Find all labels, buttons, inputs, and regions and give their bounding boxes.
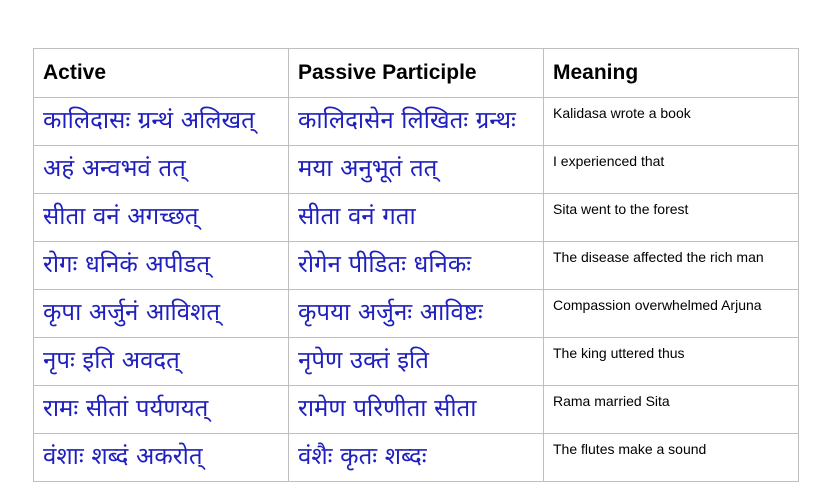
meaning-cell bbox=[544, 194, 799, 242]
table-row bbox=[34, 290, 799, 338]
passive-cell bbox=[289, 146, 544, 194]
active-text: कृपा अर्जुनं आविशत् bbox=[43, 298, 221, 326]
meaning-cell bbox=[544, 386, 799, 434]
meaning-text: The flutes make a sound bbox=[553, 441, 707, 457]
table-row bbox=[34, 386, 799, 434]
meaning-text: Sita went to the forest bbox=[553, 201, 689, 217]
active-cell bbox=[34, 194, 289, 242]
meaning-text: The king uttered thus bbox=[553, 345, 685, 361]
passive-text: वंशैः कृतः शब्दः bbox=[298, 442, 427, 470]
meaning-cell bbox=[544, 434, 799, 482]
passive-cell bbox=[289, 242, 544, 290]
meaning-cell bbox=[544, 338, 799, 386]
table-row bbox=[34, 98, 799, 146]
active-text: रामः सीतां पर्यणयत् bbox=[43, 394, 209, 422]
active-cell bbox=[34, 98, 289, 146]
table-row bbox=[34, 194, 799, 242]
meaning-text: The disease affected the rich man bbox=[553, 249, 764, 265]
meaning-text: Kalidasa wrote a book bbox=[553, 105, 691, 121]
passive-cell bbox=[289, 386, 544, 434]
passive-text: रोगेन पीडितः धनिकः bbox=[298, 250, 472, 278]
passive-text: कालिदासेन लिखितः ग्रन्थः bbox=[298, 106, 516, 134]
table-row bbox=[34, 146, 799, 194]
passive-text: सीता वनं गता bbox=[298, 202, 416, 230]
meaning-text: I experienced that bbox=[553, 153, 665, 169]
header-meaning: Meaning bbox=[544, 49, 799, 98]
active-text: वंशाः शब्दं अकरोत् bbox=[43, 442, 203, 470]
header-active: Active bbox=[34, 49, 289, 98]
active-text: अहं अन्वभवं तत् bbox=[43, 154, 186, 182]
passive-cell bbox=[289, 290, 544, 338]
active-text: रोगः धनिकं अपीडत् bbox=[43, 250, 211, 278]
table-row bbox=[34, 434, 799, 482]
active-cell bbox=[34, 338, 289, 386]
header-row bbox=[34, 49, 799, 98]
translation-table bbox=[33, 48, 799, 482]
passive-text: कृपया अर्जुनः आविष्टः bbox=[298, 298, 483, 326]
active-cell bbox=[34, 242, 289, 290]
passive-cell bbox=[289, 338, 544, 386]
active-text: नृपः इति अवदत् bbox=[43, 346, 180, 374]
meaning-text: Compassion overwhelmed Arjuna bbox=[553, 297, 762, 313]
active-text: कालिदासः ग्रन्थं अलिखत् bbox=[43, 106, 255, 134]
passive-text: नृपेण उक्तं इति bbox=[298, 346, 429, 374]
meaning-text: Rama married Sita bbox=[553, 393, 670, 409]
passive-cell bbox=[289, 194, 544, 242]
meaning-cell bbox=[544, 242, 799, 290]
active-cell bbox=[34, 146, 289, 194]
active-text: सीता वनं अगच्छत् bbox=[43, 202, 199, 230]
passive-text: रामेण परिणीता सीता bbox=[298, 394, 477, 422]
meaning-cell bbox=[544, 98, 799, 146]
passive-cell bbox=[289, 98, 544, 146]
table-row bbox=[34, 338, 799, 386]
passive-text: मया अनुभूतं तत् bbox=[298, 154, 438, 182]
active-cell bbox=[34, 386, 289, 434]
passive-cell bbox=[289, 434, 544, 482]
active-cell bbox=[34, 434, 289, 482]
meaning-cell bbox=[544, 146, 799, 194]
table-row bbox=[34, 242, 799, 290]
active-cell bbox=[34, 290, 289, 338]
meaning-cell bbox=[544, 290, 799, 338]
header-passive-participle: Passive Participle bbox=[289, 49, 544, 98]
